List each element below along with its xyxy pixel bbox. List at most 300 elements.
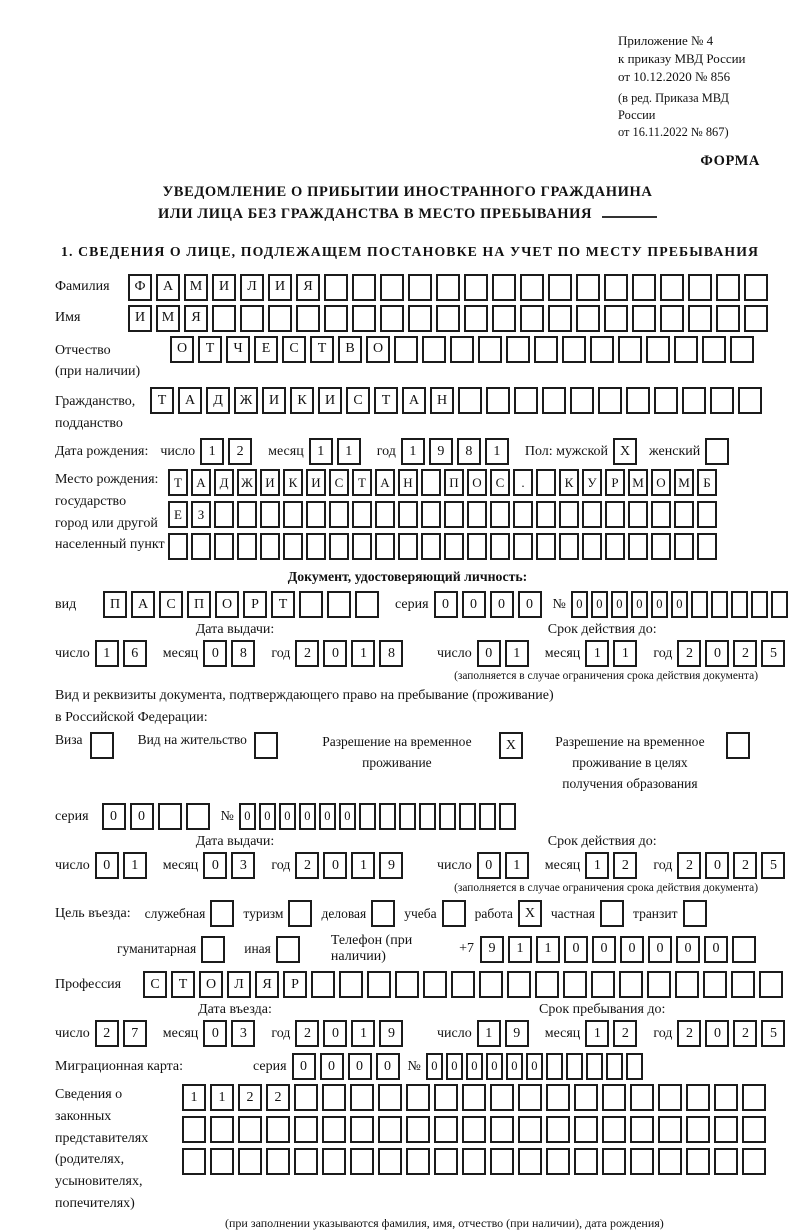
char-box[interactable] xyxy=(691,591,708,618)
char-box[interactable] xyxy=(260,501,280,528)
char-box[interactable]: 1 xyxy=(401,438,425,465)
char-box[interactable]: 8 xyxy=(457,438,481,465)
char-box[interactable] xyxy=(731,971,755,998)
char-box[interactable]: 2 xyxy=(733,1020,757,1047)
edu-permit-checkbox[interactable] xyxy=(726,732,750,759)
char-box[interactable]: З xyxy=(191,501,211,528)
char-box[interactable] xyxy=(626,1053,643,1080)
char-box[interactable] xyxy=(322,1116,346,1143)
char-box[interactable] xyxy=(283,533,303,560)
char-box[interactable] xyxy=(444,501,464,528)
char-box[interactable]: 0 xyxy=(592,936,616,963)
char-box[interactable] xyxy=(582,533,602,560)
char-box[interactable]: Т xyxy=(352,469,372,496)
char-box[interactable] xyxy=(182,1148,206,1175)
char-box[interactable] xyxy=(534,336,558,363)
private-checkbox[interactable] xyxy=(600,900,624,927)
char-box[interactable] xyxy=(462,1148,486,1175)
char-box[interactable]: 1 xyxy=(351,852,375,879)
char-box[interactable]: 0 xyxy=(323,852,347,879)
char-box[interactable]: 0 xyxy=(591,591,608,618)
char-box[interactable] xyxy=(714,1084,738,1111)
char-box[interactable]: 0 xyxy=(526,1053,543,1080)
char-box[interactable] xyxy=(350,1116,374,1143)
char-box[interactable]: 9 xyxy=(480,936,504,963)
char-box[interactable] xyxy=(619,971,643,998)
char-box[interactable]: 3 xyxy=(231,852,255,879)
char-box[interactable] xyxy=(651,533,671,560)
char-box[interactable] xyxy=(240,305,264,332)
char-box[interactable] xyxy=(268,305,292,332)
char-box[interactable]: Н xyxy=(398,469,418,496)
char-box[interactable] xyxy=(605,533,625,560)
char-box[interactable]: И xyxy=(260,469,280,496)
char-box[interactable] xyxy=(546,1116,570,1143)
char-box[interactable] xyxy=(421,501,441,528)
char-box[interactable] xyxy=(518,1148,542,1175)
char-box[interactable] xyxy=(702,336,726,363)
char-box[interactable]: 1 xyxy=(485,438,509,465)
visa-checkbox[interactable] xyxy=(90,732,114,759)
char-box[interactable] xyxy=(406,1148,430,1175)
char-box[interactable] xyxy=(408,274,432,301)
char-box[interactable] xyxy=(422,336,446,363)
char-box[interactable] xyxy=(759,971,783,998)
char-box[interactable]: 2 xyxy=(295,1020,319,1047)
char-box[interactable] xyxy=(742,1084,766,1111)
char-box[interactable]: О xyxy=(199,971,223,998)
char-box[interactable] xyxy=(604,274,628,301)
char-box[interactable]: О xyxy=(651,469,671,496)
char-box[interactable] xyxy=(266,1148,290,1175)
char-box[interactable] xyxy=(398,501,418,528)
char-box[interactable] xyxy=(651,501,671,528)
char-box[interactable] xyxy=(329,501,349,528)
char-box[interactable] xyxy=(674,501,694,528)
char-box[interactable]: 1 xyxy=(337,438,361,465)
char-box[interactable]: С xyxy=(346,387,370,414)
char-box[interactable] xyxy=(408,305,432,332)
char-box[interactable]: С xyxy=(143,971,167,998)
char-box[interactable]: А xyxy=(178,387,202,414)
char-box[interactable]: С xyxy=(329,469,349,496)
char-box[interactable] xyxy=(714,1116,738,1143)
char-box[interactable] xyxy=(406,1084,430,1111)
char-box[interactable]: 2 xyxy=(677,1020,701,1047)
char-box[interactable] xyxy=(182,1116,206,1143)
char-box[interactable]: П xyxy=(103,591,127,618)
char-box[interactable] xyxy=(714,1148,738,1175)
char-box[interactable]: 0 xyxy=(323,640,347,667)
char-box[interactable] xyxy=(536,469,556,496)
char-box[interactable]: 1 xyxy=(200,438,224,465)
char-box[interactable]: 0 xyxy=(279,803,296,830)
char-box[interactable] xyxy=(299,591,323,618)
char-box[interactable]: Д xyxy=(214,469,234,496)
char-box[interactable] xyxy=(434,1116,458,1143)
char-box[interactable]: 2 xyxy=(228,438,252,465)
char-box[interactable]: 1 xyxy=(477,1020,501,1047)
char-box[interactable] xyxy=(359,803,376,830)
char-box[interactable]: И xyxy=(268,274,292,301)
char-box[interactable] xyxy=(546,1053,563,1080)
char-box[interactable]: К xyxy=(559,469,579,496)
char-box[interactable] xyxy=(686,1116,710,1143)
char-box[interactable]: 0 xyxy=(486,1053,503,1080)
char-box[interactable] xyxy=(658,1116,682,1143)
char-box[interactable]: 0 xyxy=(466,1053,483,1080)
char-box[interactable]: 5 xyxy=(761,852,785,879)
char-box[interactable]: 0 xyxy=(631,591,648,618)
char-box[interactable]: 0 xyxy=(506,1053,523,1080)
char-box[interactable] xyxy=(562,336,586,363)
sex-female-checkbox[interactable] xyxy=(705,438,729,465)
char-box[interactable]: Н xyxy=(430,387,454,414)
char-box[interactable] xyxy=(238,1148,262,1175)
char-box[interactable] xyxy=(378,1084,402,1111)
char-box[interactable] xyxy=(602,1084,626,1111)
char-box[interactable]: Ж xyxy=(237,469,257,496)
char-box[interactable] xyxy=(602,1148,626,1175)
char-box[interactable] xyxy=(602,1116,626,1143)
char-box[interactable]: С xyxy=(490,469,510,496)
char-box[interactable] xyxy=(367,971,391,998)
char-box[interactable]: 0 xyxy=(704,936,728,963)
char-box[interactable]: А xyxy=(191,469,211,496)
char-box[interactable]: 1 xyxy=(505,852,529,879)
char-box[interactable] xyxy=(499,803,516,830)
char-box[interactable] xyxy=(654,387,678,414)
char-box[interactable]: 0 xyxy=(95,852,119,879)
char-box[interactable]: 0 xyxy=(705,640,729,667)
char-box[interactable] xyxy=(324,305,348,332)
tourism-checkbox[interactable] xyxy=(288,900,312,927)
char-box[interactable] xyxy=(697,533,717,560)
char-box[interactable]: Т xyxy=(168,469,188,496)
char-box[interactable] xyxy=(375,501,395,528)
char-box[interactable] xyxy=(731,591,748,618)
char-box[interactable] xyxy=(628,533,648,560)
work-checkbox[interactable]: X xyxy=(518,900,542,927)
char-box[interactable]: 1 xyxy=(351,640,375,667)
char-box[interactable] xyxy=(570,387,594,414)
char-box[interactable] xyxy=(294,1116,318,1143)
char-box[interactable] xyxy=(710,387,734,414)
char-box[interactable]: 1 xyxy=(585,640,609,667)
char-box[interactable] xyxy=(168,533,188,560)
business-checkbox[interactable] xyxy=(371,900,395,927)
char-box[interactable]: 2 xyxy=(613,852,637,879)
char-box[interactable] xyxy=(559,501,579,528)
char-box[interactable]: 5 xyxy=(761,1020,785,1047)
char-box[interactable]: 0 xyxy=(102,803,126,830)
char-box[interactable]: А xyxy=(131,591,155,618)
char-box[interactable] xyxy=(742,1116,766,1143)
study-checkbox[interactable] xyxy=(442,900,466,927)
char-box[interactable] xyxy=(434,1148,458,1175)
char-box[interactable]: 0 xyxy=(426,1053,443,1080)
char-box[interactable] xyxy=(237,501,257,528)
char-box[interactable]: И xyxy=(306,469,326,496)
char-box[interactable] xyxy=(660,305,684,332)
char-box[interactable] xyxy=(514,387,538,414)
char-box[interactable] xyxy=(423,971,447,998)
char-box[interactable] xyxy=(458,387,482,414)
char-box[interactable] xyxy=(507,971,531,998)
char-box[interactable] xyxy=(467,533,487,560)
char-box[interactable] xyxy=(490,533,510,560)
char-box[interactable] xyxy=(434,1084,458,1111)
char-box[interactable]: Б xyxy=(697,469,717,496)
char-box[interactable] xyxy=(716,274,740,301)
char-box[interactable] xyxy=(590,336,614,363)
char-box[interactable]: 2 xyxy=(266,1084,290,1111)
char-box[interactable]: 8 xyxy=(231,640,255,667)
char-box[interactable] xyxy=(574,1148,598,1175)
char-box[interactable]: 0 xyxy=(518,591,542,618)
char-box[interactable] xyxy=(711,591,728,618)
char-box[interactable]: Т xyxy=(310,336,334,363)
char-box[interactable]: 2 xyxy=(238,1084,262,1111)
char-box[interactable]: 0 xyxy=(348,1053,372,1080)
char-box[interactable] xyxy=(686,1084,710,1111)
char-box[interactable]: 0 xyxy=(292,1053,316,1080)
char-box[interactable]: Я xyxy=(255,971,279,998)
char-box[interactable]: Т xyxy=(271,591,295,618)
char-box[interactable]: 0 xyxy=(477,852,501,879)
char-box[interactable]: 0 xyxy=(490,591,514,618)
char-box[interactable]: Т xyxy=(150,387,174,414)
other-checkbox[interactable] xyxy=(276,936,300,963)
char-box[interactable]: 2 xyxy=(733,852,757,879)
char-box[interactable]: И xyxy=(128,305,152,332)
char-box[interactable] xyxy=(548,305,572,332)
char-box[interactable] xyxy=(322,1084,346,1111)
char-box[interactable] xyxy=(591,971,615,998)
char-box[interactable]: 2 xyxy=(295,852,319,879)
char-box[interactable] xyxy=(399,803,416,830)
char-box[interactable]: И xyxy=(212,274,236,301)
char-box[interactable]: П xyxy=(187,591,211,618)
char-box[interactable]: П xyxy=(444,469,464,496)
char-box[interactable]: К xyxy=(283,469,303,496)
char-box[interactable]: О xyxy=(170,336,194,363)
char-box[interactable]: К xyxy=(290,387,314,414)
char-box[interactable]: И xyxy=(262,387,286,414)
char-box[interactable]: 0 xyxy=(477,640,501,667)
char-box[interactable]: О xyxy=(215,591,239,618)
char-box[interactable] xyxy=(546,1084,570,1111)
char-box[interactable]: 2 xyxy=(95,1020,119,1047)
char-box[interactable] xyxy=(283,501,303,528)
char-box[interactable] xyxy=(688,305,712,332)
char-box[interactable]: Я xyxy=(296,274,320,301)
char-box[interactable]: 2 xyxy=(295,640,319,667)
char-box[interactable]: Ч xyxy=(226,336,250,363)
char-box[interactable] xyxy=(490,1116,514,1143)
char-box[interactable]: 1 xyxy=(536,936,560,963)
char-box[interactable] xyxy=(513,501,533,528)
transit-checkbox[interactable] xyxy=(683,900,707,927)
char-box[interactable] xyxy=(574,1084,598,1111)
char-box[interactable] xyxy=(214,501,234,528)
char-box[interactable]: 0 xyxy=(203,852,227,879)
char-box[interactable] xyxy=(674,336,698,363)
char-box[interactable] xyxy=(586,1053,603,1080)
char-box[interactable] xyxy=(632,305,656,332)
char-box[interactable]: 0 xyxy=(671,591,688,618)
char-box[interactable]: Р xyxy=(243,591,267,618)
char-box[interactable]: Т xyxy=(374,387,398,414)
char-box[interactable]: . xyxy=(513,469,533,496)
char-box[interactable] xyxy=(398,533,418,560)
char-box[interactable]: Е xyxy=(254,336,278,363)
char-box[interactable] xyxy=(421,469,441,496)
char-box[interactable]: Д xyxy=(206,387,230,414)
char-box[interactable] xyxy=(350,1084,374,1111)
char-box[interactable] xyxy=(378,1148,402,1175)
char-box[interactable] xyxy=(630,1084,654,1111)
char-box[interactable] xyxy=(520,274,544,301)
char-box[interactable]: 0 xyxy=(705,1020,729,1047)
char-box[interactable]: А xyxy=(156,274,180,301)
char-box[interactable]: О xyxy=(467,469,487,496)
char-box[interactable]: У xyxy=(582,469,602,496)
char-box[interactable] xyxy=(450,336,474,363)
char-box[interactable]: 1 xyxy=(585,852,609,879)
char-box[interactable] xyxy=(380,305,404,332)
char-box[interactable]: С xyxy=(159,591,183,618)
char-box[interactable] xyxy=(492,305,516,332)
char-box[interactable] xyxy=(626,387,650,414)
char-box[interactable] xyxy=(294,1084,318,1111)
char-box[interactable] xyxy=(306,501,326,528)
char-box[interactable]: 1 xyxy=(95,640,119,667)
char-box[interactable] xyxy=(490,1148,514,1175)
char-box[interactable]: 9 xyxy=(505,1020,529,1047)
char-box[interactable] xyxy=(520,305,544,332)
char-box[interactable] xyxy=(462,1116,486,1143)
char-box[interactable] xyxy=(462,1084,486,1111)
char-box[interactable] xyxy=(339,971,363,998)
char-box[interactable]: Я xyxy=(184,305,208,332)
char-box[interactable] xyxy=(444,533,464,560)
char-box[interactable] xyxy=(324,274,348,301)
char-box[interactable] xyxy=(490,1084,514,1111)
char-box[interactable] xyxy=(632,274,656,301)
char-box[interactable]: 0 xyxy=(376,1053,400,1080)
char-box[interactable] xyxy=(732,936,756,963)
char-box[interactable] xyxy=(352,305,376,332)
char-box[interactable]: 0 xyxy=(676,936,700,963)
char-box[interactable] xyxy=(646,336,670,363)
char-box[interactable]: 6 xyxy=(123,640,147,667)
char-box[interactable]: 0 xyxy=(239,803,256,830)
char-box[interactable] xyxy=(214,533,234,560)
char-box[interactable] xyxy=(682,387,706,414)
char-box[interactable]: 1 xyxy=(585,1020,609,1047)
char-box[interactable] xyxy=(576,274,600,301)
char-box[interactable]: М xyxy=(674,469,694,496)
char-box[interactable] xyxy=(647,971,671,998)
char-box[interactable] xyxy=(703,971,727,998)
sex-male-checkbox[interactable]: X xyxy=(613,438,637,465)
char-box[interactable]: 9 xyxy=(429,438,453,465)
char-box[interactable]: 1 xyxy=(210,1084,234,1111)
char-box[interactable] xyxy=(306,533,326,560)
char-box[interactable] xyxy=(210,1148,234,1175)
char-box[interactable]: Л xyxy=(227,971,251,998)
char-box[interactable]: 0 xyxy=(434,591,458,618)
char-box[interactable]: 1 xyxy=(505,640,529,667)
char-box[interactable] xyxy=(542,387,566,414)
char-box[interactable] xyxy=(479,971,503,998)
char-box[interactable]: Л xyxy=(240,274,264,301)
char-box[interactable] xyxy=(479,803,496,830)
char-box[interactable]: 5 xyxy=(761,640,785,667)
char-box[interactable] xyxy=(492,274,516,301)
char-box[interactable] xyxy=(266,1116,290,1143)
char-box[interactable] xyxy=(350,1148,374,1175)
char-box[interactable] xyxy=(260,533,280,560)
char-box[interactable] xyxy=(439,803,456,830)
char-box[interactable]: 1 xyxy=(508,936,532,963)
char-box[interactable] xyxy=(379,803,396,830)
char-box[interactable] xyxy=(686,1148,710,1175)
char-box[interactable] xyxy=(742,1148,766,1175)
char-box[interactable] xyxy=(697,501,717,528)
char-box[interactable] xyxy=(490,501,510,528)
char-box[interactable] xyxy=(688,274,712,301)
char-box[interactable] xyxy=(563,971,587,998)
char-box[interactable] xyxy=(327,591,351,618)
char-box[interactable] xyxy=(486,387,510,414)
char-box[interactable]: О xyxy=(366,336,390,363)
char-box[interactable] xyxy=(658,1148,682,1175)
char-box[interactable]: 1 xyxy=(613,640,637,667)
char-box[interactable]: 0 xyxy=(339,803,356,830)
char-box[interactable]: А xyxy=(375,469,395,496)
char-box[interactable] xyxy=(598,387,622,414)
char-box[interactable] xyxy=(378,1116,402,1143)
char-box[interactable]: А xyxy=(402,387,426,414)
char-box[interactable]: 0 xyxy=(259,803,276,830)
char-box[interactable] xyxy=(744,305,768,332)
char-box[interactable] xyxy=(628,501,648,528)
char-box[interactable]: 0 xyxy=(571,591,588,618)
char-box[interactable] xyxy=(604,305,628,332)
char-box[interactable]: 2 xyxy=(677,852,701,879)
char-box[interactable] xyxy=(352,501,372,528)
char-box[interactable] xyxy=(436,274,460,301)
char-box[interactable] xyxy=(535,971,559,998)
char-box[interactable]: 0 xyxy=(564,936,588,963)
char-box[interactable] xyxy=(186,803,210,830)
char-box[interactable] xyxy=(352,533,372,560)
char-box[interactable]: 1 xyxy=(182,1084,206,1111)
char-box[interactable] xyxy=(675,971,699,998)
char-box[interactable]: М xyxy=(156,305,180,332)
char-box[interactable] xyxy=(380,274,404,301)
temp-permit-checkbox[interactable]: X xyxy=(499,732,523,759)
char-box[interactable]: М xyxy=(628,469,648,496)
char-box[interactable]: В xyxy=(338,336,362,363)
char-box[interactable] xyxy=(375,533,395,560)
char-box[interactable] xyxy=(406,1116,430,1143)
char-box[interactable] xyxy=(464,305,488,332)
char-box[interactable]: 0 xyxy=(651,591,668,618)
char-box[interactable]: 1 xyxy=(351,1020,375,1047)
